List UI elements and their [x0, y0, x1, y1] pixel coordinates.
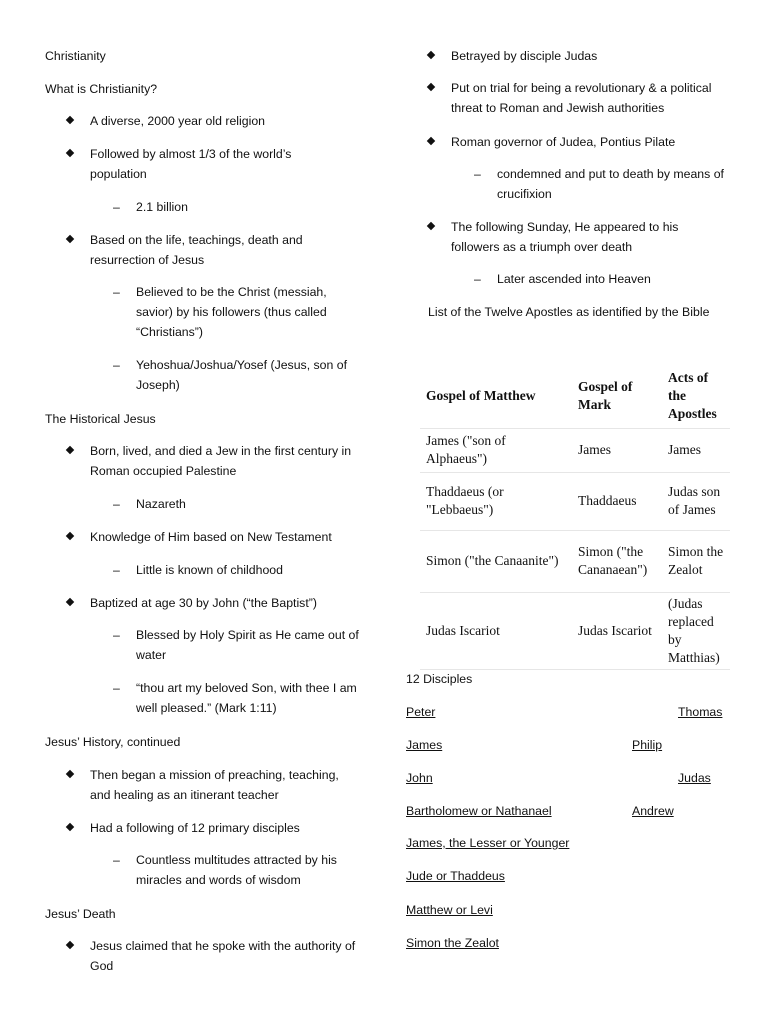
- disciple-link-john: John: [406, 771, 433, 785]
- disciple-link-jude: Jude or Thaddeus: [406, 869, 505, 883]
- sub-list-item: – condemned and put to death by means of crucifixion: [474, 164, 729, 204]
- diamond-bullet-icon: [427, 222, 435, 230]
- dash-icon: –: [113, 563, 120, 577]
- sub-list-item: – Little is known of childhood: [113, 560, 363, 580]
- sub-list-item: – Believed to be the Christ (messiah, savior) by his followers (thus called “Christians”): [113, 282, 353, 342]
- section-heading-history-continued: Jesus’ History, continued: [45, 735, 181, 749]
- section-heading-death: Jesus’ Death: [45, 907, 116, 921]
- section-heading-historical: The Historical Jesus: [45, 412, 156, 426]
- list-item: Jesus claimed that he spoke with the authority of God: [67, 936, 357, 976]
- column-header: Gospel of Mark: [572, 364, 662, 428]
- table-cell: Thaddaeus (or "Lebbaeus"): [420, 472, 572, 530]
- table-row: [420, 592, 730, 669]
- dash-icon: –: [113, 681, 120, 695]
- table-header-row: [420, 364, 730, 428]
- table-cell: Simon ("the Canaanite"): [420, 530, 572, 592]
- column-header: Gospel of Matthew: [420, 364, 572, 428]
- diamond-bullet-icon: [66, 941, 74, 949]
- table-cell: James: [662, 428, 730, 472]
- dash-icon: –: [113, 853, 120, 867]
- table-cell: Thaddaeus: [572, 472, 662, 530]
- list-item: Baptized at age 30 by John (“the Baptist”): [67, 593, 372, 613]
- column-header: Acts of the Apostles: [662, 364, 730, 428]
- table-cell: Simon the Zealot: [662, 530, 730, 592]
- dash-icon: –: [113, 628, 120, 642]
- table-cell: James ("son of Alphaeus"): [420, 428, 572, 472]
- dash-icon: –: [113, 285, 120, 299]
- diamond-bullet-icon: [66, 532, 74, 540]
- list-item: Had a following of 12 primary disciples: [67, 818, 357, 838]
- sub-list-item: – Blessed by Holy Spirit as He came out of water: [113, 625, 363, 665]
- list-item: A diverse, 2000 year old religion: [67, 111, 347, 131]
- table-cell: Judas son of James: [662, 472, 730, 530]
- section-heading-what-is: What is Christianity?: [45, 82, 158, 96]
- sub-list-item: – Later ascended into Heaven: [474, 269, 729, 289]
- list-item: The following Sunday, He appeared to his followers as a triumph over death: [428, 217, 718, 257]
- apostles-table: [420, 364, 730, 670]
- document-title: Christianity: [45, 49, 106, 63]
- dash-icon: –: [113, 497, 120, 511]
- diamond-bullet-icon: [66, 235, 74, 243]
- diamond-bullet-icon: [427, 51, 435, 59]
- disciple-link-simon: Simon the Zealot: [406, 936, 499, 950]
- disciple-link-james-lesser: James, the Lesser or Younger: [406, 836, 570, 850]
- sub-list-item: – “thou art my beloved Son, with thee I am well pleased.” (Mark 1:11): [113, 678, 358, 718]
- table-heading: List of the Twelve Apostles as identified by the Bible: [428, 305, 710, 319]
- table-row: [420, 428, 730, 472]
- disciple-link-thomas: Thomas: [678, 705, 723, 719]
- disciples-heading: 12 Disciples: [406, 672, 473, 686]
- table-row: [420, 472, 730, 530]
- list-item: Born, lived, and died a Jew in the first century in Roman occupied Palestine: [67, 441, 372, 481]
- list-item: Knowledge of Him based on New Testament: [67, 527, 372, 547]
- dash-icon: –: [113, 200, 120, 214]
- table-cell: Judas Iscariot: [420, 592, 572, 669]
- diamond-bullet-icon: [427, 137, 435, 145]
- table-cell: Judas Iscariot: [572, 592, 662, 669]
- sub-list-item: – 2.1 billion: [113, 197, 343, 217]
- sub-list-item: – Nazareth: [113, 494, 343, 514]
- disciple-link-matthew: Matthew or Levi: [406, 903, 493, 917]
- disciple-link-judas: Judas: [678, 771, 711, 785]
- diamond-bullet-icon: [66, 598, 74, 606]
- diamond-bullet-icon: [66, 770, 74, 778]
- diamond-bullet-icon: [66, 446, 74, 454]
- list-item: Betrayed by disciple Judas: [428, 46, 728, 66]
- list-item: Put on trial for being a revolutionary & a political threat to Roman and Jewish authorities: [428, 78, 730, 118]
- list-item: Then began a mission of preaching, teaching, and healing as an itinerant teacher: [67, 765, 357, 805]
- table-row: [420, 530, 730, 592]
- diamond-bullet-icon: [66, 149, 74, 157]
- list-item: Followed by almost 1/3 of the world’s population: [67, 144, 317, 184]
- sub-list-item: – Countless multitudes attracted by his miracles and words of wisdom: [113, 850, 358, 890]
- disciple-link-bartholomew: Bartholomew or Nathanael: [406, 804, 552, 818]
- diamond-bullet-icon: [66, 116, 74, 124]
- dash-icon: –: [113, 358, 120, 372]
- list-item: Roman governor of Judea, Pontius Pilate: [428, 132, 730, 152]
- diamond-bullet-icon: [66, 823, 74, 831]
- list-item: Based on the life, teachings, death and resurrection of Jesus: [67, 230, 317, 270]
- table-cell: James: [572, 428, 662, 472]
- sub-list-item: – Yehoshua/Joshua/Yosef (Jesus, son of Joseph): [113, 355, 353, 395]
- table-cell: (Judas replaced by Matthias): [662, 592, 730, 669]
- dash-icon: –: [474, 272, 481, 286]
- diamond-bullet-icon: [427, 83, 435, 91]
- disciple-link-peter: Peter: [406, 705, 436, 719]
- disciple-link-philip: Philip: [632, 738, 663, 752]
- disciple-link-andrew: Andrew: [632, 804, 674, 818]
- table-cell: Simon ("the Cananaean"): [572, 530, 662, 592]
- disciple-link-james: James: [406, 738, 443, 752]
- dash-icon: –: [474, 167, 481, 181]
